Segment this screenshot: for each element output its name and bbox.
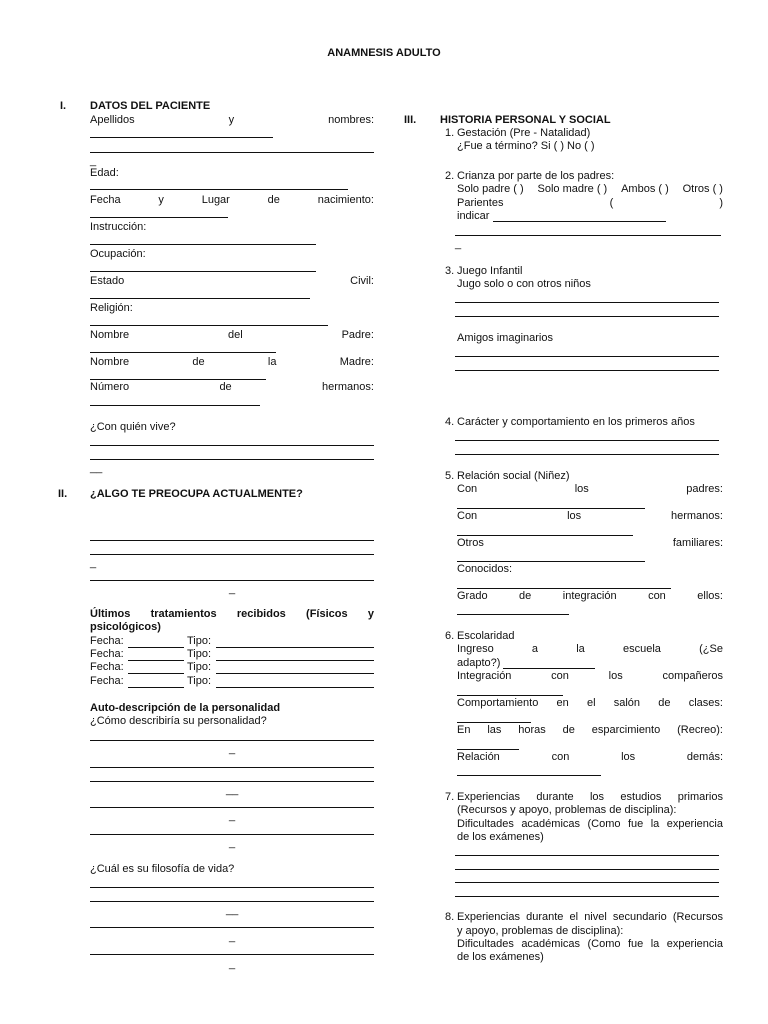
preocupa-line-3[interactable] (90, 580, 374, 581)
item-2-title: Crianza por parte de los padres: (457, 170, 615, 182)
item-5-title: Relación social (Niñez) (457, 470, 570, 482)
section-1-title: DATOS DEL PACIENTE (90, 100, 211, 112)
item-2-number: 2. (445, 170, 455, 182)
fecha-line[interactable] (128, 687, 184, 688)
juego-question: Jugo solo o con otros niños (457, 278, 591, 290)
underscore-mark: _ (229, 958, 236, 970)
label-word: ellos: (697, 590, 723, 602)
primarios-line-1[interactable] (455, 855, 719, 856)
label-word: clases: (688, 697, 723, 709)
filosofia-line-3[interactable] (90, 927, 374, 928)
underscore-mark: _ (90, 155, 97, 167)
horas-esparcimiento-line[interactable] (457, 749, 519, 750)
underscore-mark: _ (229, 743, 236, 755)
section-1-number: I. (60, 100, 67, 112)
label-word: los (567, 510, 582, 522)
label-word: familiares: (672, 537, 723, 549)
filosofia-question: ¿Cuál es su filosofía de vida? (90, 863, 235, 875)
label-word: salón (613, 697, 641, 709)
item-8-examenes: de los exámenes) (457, 951, 544, 963)
label-word: demás: (686, 751, 723, 763)
tipo-line[interactable] (216, 660, 374, 661)
label-word: durante (536, 791, 574, 803)
parientes-row (457, 197, 723, 210)
label-word: fue (627, 818, 644, 830)
preocupa-line-2[interactable] (90, 554, 374, 555)
label-word: En (457, 724, 471, 736)
caracter-line-2[interactable] (455, 454, 719, 455)
label-word: los (589, 791, 605, 803)
label-word: primarios (677, 791, 723, 803)
fecha-label: Fecha: (90, 635, 124, 647)
label-word: ) (719, 197, 723, 209)
numero-hermanos-label (90, 381, 374, 394)
label-word: (Físicos (306, 608, 348, 620)
autodesc-question: ¿Cómo describiría su personalidad? (90, 715, 267, 727)
filosofia-line-4[interactable] (90, 954, 374, 955)
relacion-hermanos-line[interactable] (457, 535, 633, 536)
label-word: las (487, 724, 502, 736)
amigos-line-1[interactable] (455, 356, 719, 357)
nombre-padre-line[interactable] (90, 352, 276, 353)
autodesc-line-5[interactable] (90, 834, 374, 835)
label-word: los (574, 483, 589, 495)
apellidos-label (90, 114, 374, 127)
label-word: los (621, 751, 636, 763)
label-word: nivel (584, 911, 607, 923)
tipo-label: Tipo: (187, 675, 212, 687)
label-word: en (556, 697, 569, 709)
label-word: Experiencias (457, 791, 520, 803)
tratamientos-title-2: psicológicos) (90, 621, 161, 633)
label-word: y (367, 608, 374, 620)
item-8-title (457, 911, 723, 924)
tipo-label: Tipo: (187, 661, 212, 673)
label-word: Experiencias (457, 911, 520, 923)
label-word: (Como (587, 938, 621, 950)
dash-mark: __ (226, 784, 239, 796)
label-word: de (658, 697, 671, 709)
integracion-line[interactable] (457, 695, 563, 696)
ocupacion-line[interactable] (90, 271, 316, 272)
autodesc-line-1[interactable] (90, 740, 374, 741)
tipo-label: Tipo: (187, 635, 212, 647)
label-word: hermanos: (671, 510, 723, 522)
underscore-mark: _ (229, 837, 236, 849)
relacion-demas-line[interactable] (457, 775, 601, 776)
label-word: nombres: (328, 114, 374, 126)
label-word: recibidos (236, 608, 286, 620)
integracion-label (457, 670, 723, 683)
label-word: experiencia (666, 818, 723, 830)
caracter-line-1[interactable] (455, 440, 719, 441)
label-word: Fecha (90, 194, 121, 206)
label-word: Civil: (350, 275, 374, 287)
label-word: Integración (457, 670, 512, 682)
label-word: y (158, 194, 164, 206)
item-8-dificultades (457, 938, 723, 951)
tipo-line[interactable] (216, 687, 374, 688)
item-7-number: 7. (445, 791, 455, 803)
label-word: horas (518, 724, 546, 736)
juego-line-2[interactable] (455, 316, 719, 317)
label-word: Últimos (90, 608, 131, 620)
preocupa-line-1[interactable] (90, 540, 374, 541)
fecha-line[interactable] (128, 673, 184, 674)
autodesc-line-2[interactable] (90, 767, 374, 768)
fecha-label: Fecha: (90, 648, 124, 660)
label-word: Estado (90, 275, 125, 287)
item-1-number: 1. (445, 127, 455, 139)
label-word: de (562, 724, 575, 736)
amigos-imaginarios-label: Amigos imaginarios (457, 332, 553, 344)
relacion-demas-label (457, 751, 723, 764)
religion-line[interactable] (90, 325, 328, 326)
item-7-dificultades (457, 818, 723, 831)
filosofia-line-2[interactable] (90, 901, 374, 902)
dash-mark: __ (90, 462, 103, 474)
adapto-label: adapto?) (457, 657, 501, 669)
numero-hermanos-line[interactable] (90, 405, 260, 406)
label-word: experiencia (666, 938, 723, 950)
section-2-title: ¿ALGO TE PREOCUPA ACTUALMENTE? (90, 488, 303, 500)
relacion-hermanos-label (457, 510, 723, 523)
label-word: de (519, 590, 532, 602)
horas-esparcimiento-label (457, 724, 723, 737)
label-word: Madre: (339, 356, 374, 368)
label-word: Comportamiento (457, 697, 539, 709)
comportamiento-line[interactable] (457, 722, 531, 723)
conocidos-line[interactable] (457, 588, 671, 589)
label-word: la (650, 938, 660, 950)
item-6-number: 6. (445, 630, 455, 642)
underscore-mark: _ (229, 810, 236, 822)
fecha-line[interactable] (128, 660, 184, 661)
religion-label: Religión: (90, 302, 133, 314)
nombre-padre-label (90, 329, 374, 342)
estado-civil-line[interactable] (90, 298, 310, 299)
label-word: nacimiento: (317, 194, 374, 206)
item-4-title: Carácter y comportamiento en los primeros años (457, 416, 695, 428)
primarios-line-2[interactable] (455, 869, 719, 870)
label-word: Con (457, 483, 478, 495)
fecha-line[interactable] (128, 647, 184, 648)
label-word: esparcimiento (591, 724, 661, 736)
item-8-number: 8. (445, 911, 455, 923)
primarios-line-3[interactable] (455, 882, 719, 883)
label-word: Nombre (90, 356, 130, 368)
label-word: con (551, 670, 569, 682)
label-word: secundario (612, 911, 667, 923)
item-4-number: 4. (445, 416, 455, 428)
fecha-nacimiento-label (90, 194, 374, 207)
ocupacion-label: Ocupación: (90, 248, 146, 260)
item-1-question: ¿Fue a término? Si ( ) No ( ) (457, 140, 595, 152)
label-word: Relación (457, 751, 500, 763)
instruccion-line[interactable] (90, 244, 316, 245)
option-solo-padre[interactable]: Solo padre ( ) (457, 183, 524, 195)
section-3-title: HISTORIA PERSONAL Y SOCIAL (440, 114, 611, 126)
grado-integracion-label (457, 590, 723, 603)
tratamientos-title (90, 608, 374, 621)
option-otros[interactable]: Otros ( ) (682, 183, 723, 195)
nombre-madre-label (90, 356, 374, 369)
crianza-options (457, 183, 723, 196)
label-word: (Como (587, 818, 621, 830)
autodesc-line-3[interactable] (90, 781, 374, 782)
adapto-line[interactable] (503, 668, 595, 669)
label-word: académicas (521, 818, 581, 830)
page-title: ANAMNESIS ADULTO (327, 47, 441, 59)
filosofia-line-1[interactable] (90, 887, 374, 888)
label-word: de (267, 194, 280, 206)
label-word: Con (457, 510, 478, 522)
label-word: de (192, 356, 205, 368)
label-word: y (228, 114, 235, 126)
option-ambos[interactable]: Ambos ( ) (621, 183, 669, 195)
item-6-title: Escolaridad (457, 630, 515, 642)
dash-mark: __ (226, 904, 239, 916)
amigos-line-2[interactable] (455, 370, 719, 371)
instruccion-label: Instrucción: (90, 221, 147, 233)
item-8-subtitle: y apoyo, problemas de disciplina): (457, 925, 624, 937)
label-word: Ingreso (457, 643, 494, 655)
relacion-otros-line[interactable] (457, 561, 645, 562)
label-word: Padre: (341, 329, 374, 341)
con-quien-vive-label: ¿Con quién vive? (90, 421, 176, 433)
relacion-padres-line[interactable] (457, 508, 645, 509)
fecha-label: Fecha: (90, 675, 124, 687)
label-word: durante (526, 911, 564, 923)
section-3-number: III. (404, 114, 417, 126)
apellidos-line[interactable] (90, 137, 273, 138)
label-word: Lugar (201, 194, 230, 206)
label-word: del (228, 329, 243, 341)
label-word: académicas (521, 938, 581, 950)
con-quien-line-1[interactable] (90, 445, 374, 446)
label-word: la (576, 643, 585, 655)
underscore-mark: _ (229, 931, 236, 943)
primarios-line-4[interactable] (455, 896, 719, 897)
label-word: fue (627, 938, 644, 950)
relacion-padres-label (457, 483, 723, 496)
fecha-label: Fecha: (90, 661, 124, 673)
autodesc-title: Auto-descripción de la personalidad (90, 702, 281, 714)
label-word: Dificultades (457, 818, 514, 830)
apellidos-line-2[interactable] (90, 152, 374, 153)
label-word: estudios (620, 791, 662, 803)
nombre-madre-line[interactable] (90, 379, 266, 380)
label-word: Grado (457, 590, 488, 602)
crianza-line[interactable] (455, 235, 721, 236)
item-5-number: 5. (445, 470, 455, 482)
grado-integracion-line[interactable] (457, 614, 569, 615)
item-7-subtitle: (Recursos y apoyo, problemas de disciplina): (457, 804, 677, 816)
label-word: con (648, 590, 666, 602)
con-quien-line-2[interactable] (90, 459, 374, 460)
underscore-mark: _ (229, 583, 236, 595)
item-1-title: Gestación (Pre - Natalidad) (457, 127, 591, 139)
edad-line[interactable] (90, 189, 348, 190)
label-word: la (267, 356, 277, 368)
label-word: compañeros (662, 670, 723, 682)
label-word: el (586, 697, 596, 709)
label-word: el (569, 911, 579, 923)
label-word: Apellidos (90, 114, 135, 126)
label-word: con (551, 751, 570, 763)
item-3-title: Juego Infantil (457, 265, 523, 277)
label-word: ( (609, 197, 614, 209)
label-word: Otros (457, 537, 484, 549)
relacion-otros-label (457, 537, 723, 550)
item-3-number: 3. (445, 265, 455, 277)
tipo-line[interactable] (216, 647, 374, 648)
label-word: hermanos: (322, 381, 374, 393)
section-2-number: II. (58, 488, 68, 500)
label-word: padres: (686, 483, 723, 495)
label-word: Nombre (90, 329, 130, 341)
item-7-title (457, 791, 723, 804)
comportamiento-label (457, 697, 723, 710)
label-word: a (531, 643, 539, 655)
tipo-label: Tipo: (187, 648, 212, 660)
label-word: Parientes (457, 197, 504, 209)
option-solo-madre[interactable]: Solo madre ( ) (537, 183, 608, 195)
label-word: escuela (623, 643, 661, 655)
label-word: de (219, 381, 232, 393)
label-word: la (650, 818, 660, 830)
label-word: (Recursos (672, 911, 723, 923)
label-word: tratamientos (150, 608, 217, 620)
label-word: integración (562, 590, 617, 602)
indicar-line[interactable] (493, 221, 666, 222)
underscore-mark: _ (455, 238, 462, 250)
autodesc-line-4[interactable] (90, 807, 374, 808)
label-word: Número (90, 381, 130, 393)
fecha-nacimiento-line[interactable] (90, 217, 228, 218)
indicar-label: indicar (457, 210, 490, 222)
label-word: (¿Se (699, 643, 723, 655)
estado-civil-label (90, 275, 374, 288)
underscore-mark: _ (90, 557, 97, 569)
conocidos-label: Conocidos: (457, 563, 513, 575)
label-word: los (608, 670, 623, 682)
edad-label: Edad: (90, 167, 119, 179)
ingreso-escuela-label (457, 643, 723, 656)
label-word: (Recreo): (677, 724, 723, 736)
tipo-line[interactable] (216, 673, 374, 674)
juego-line-1[interactable] (455, 302, 719, 303)
label-word: Dificultades (457, 938, 514, 950)
item-7-examenes: de los exámenes) (457, 831, 544, 843)
